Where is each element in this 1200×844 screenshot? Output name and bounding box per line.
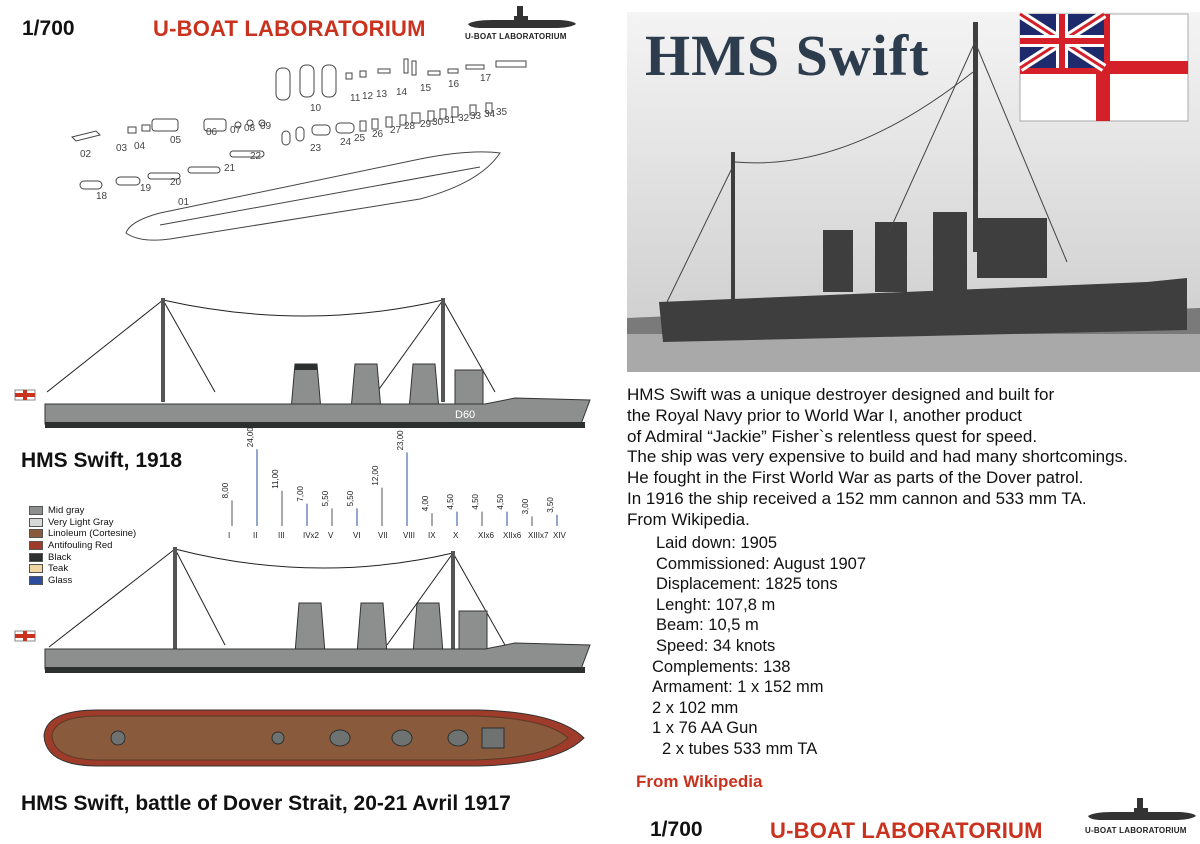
svg-text:01: 01 xyxy=(178,197,190,208)
spec-item: Laid down: 1905 xyxy=(656,534,778,552)
gun-value-label: 3,50 xyxy=(546,497,555,513)
gun-category-label: VII xyxy=(378,531,388,540)
gun-category-label: II xyxy=(253,531,258,540)
gun-value-label: 4,50 xyxy=(496,494,505,510)
legend-swatch xyxy=(29,506,43,515)
svg-text:08: 08 xyxy=(244,123,256,134)
footer-scale: 1/700 xyxy=(650,818,703,841)
svg-text:19: 19 xyxy=(140,183,152,194)
brand-title: U-BOAT LABORATORIUM xyxy=(153,16,426,41)
gun-value-label: 8,00 xyxy=(221,482,230,499)
svg-text:17: 17 xyxy=(480,73,492,84)
footer-logo xyxy=(1082,796,1200,840)
profile-1917-title: HMS Swift, battle of Dover Strait, 20-21 Avril 1917 xyxy=(21,792,511,815)
spec-item: Commissioned: August 1907 xyxy=(656,554,867,573)
svg-text:09: 09 xyxy=(260,121,272,132)
svg-text:23: 23 xyxy=(310,143,322,154)
svg-text:26: 26 xyxy=(372,129,384,140)
gun-category-label: III xyxy=(278,531,285,540)
gun-value-label: 7,00 xyxy=(296,486,305,502)
gun-category-label: XIx6 xyxy=(478,531,495,540)
svg-text:15: 15 xyxy=(420,83,432,94)
svg-text:10: 10 xyxy=(310,103,322,114)
deck-plan xyxy=(38,704,588,772)
description-line: He fought in the First World War as parts of the Dover patrol. xyxy=(627,468,1084,488)
spec-item: Complements: 138 xyxy=(652,657,791,676)
gun-category-label: VI xyxy=(353,531,361,540)
white-ensign-icon xyxy=(1020,14,1188,121)
svg-text:16: 16 xyxy=(448,79,460,90)
svg-text:33: 33 xyxy=(470,111,482,122)
svg-text:27: 27 xyxy=(390,125,402,136)
svg-text:34: 34 xyxy=(484,109,496,120)
svg-text:06: 06 xyxy=(206,127,218,138)
gun-value-label: 5,50 xyxy=(321,490,330,507)
gun-value-label: 4,00 xyxy=(421,495,430,512)
gun-category-label: IX xyxy=(428,531,436,540)
gun-category-label: XIV xyxy=(553,531,566,540)
spec-item: Lenght: 107,8 m xyxy=(656,595,776,614)
svg-text:24: 24 xyxy=(340,137,352,148)
description-line: the Royal Navy prior to World War I, another product xyxy=(627,405,1022,425)
spec-item: 2 x 102 mm xyxy=(652,698,739,717)
description-line: HMS Swift was a unique destroyer designed and built for xyxy=(627,385,1055,404)
gun-category-label: X xyxy=(453,531,459,540)
svg-text:13: 13 xyxy=(376,89,388,100)
legend-item: Mid gray xyxy=(29,505,136,517)
footer-brand: U-BOAT LABORATORIUM xyxy=(770,818,1043,843)
submarine-icon xyxy=(462,4,580,32)
gun-value-label: 4,50 xyxy=(446,494,455,510)
description-line: In 1916 the ship received a 152 mm cannon and 533 mm TA. xyxy=(627,488,1087,508)
legend-item: Glass xyxy=(29,575,136,587)
svg-text:25: 25 xyxy=(354,133,366,144)
footer-logo-text: U-BOAT LABORATORIUM xyxy=(1085,826,1187,835)
gun-category-label: IVx2 xyxy=(303,531,320,540)
svg-text:02: 02 xyxy=(80,149,92,160)
profile-1917 xyxy=(15,535,585,683)
gun-value-label: 12,00 xyxy=(371,465,380,486)
svg-text:31: 31 xyxy=(444,115,456,126)
svg-text:21: 21 xyxy=(224,163,236,174)
spec-item: Speed: 34 knots xyxy=(656,636,776,655)
svg-text:04: 04 xyxy=(134,141,146,152)
spec-item: Armament: 1 x 152 mm xyxy=(652,678,824,697)
spec-item: 1 x 76 AA Gun xyxy=(652,719,758,738)
svg-text:32: 32 xyxy=(458,113,470,124)
svg-text:35: 35 xyxy=(496,107,508,118)
description-line: The ship was very expensive to build and had many shortcomings. xyxy=(627,447,1128,467)
svg-text:20: 20 xyxy=(170,177,182,188)
scale-label: 1/700 xyxy=(22,17,75,40)
gun-value-label: 5,50 xyxy=(346,490,355,507)
legend-item: Teak xyxy=(29,563,136,575)
description xyxy=(627,385,1197,531)
brand-logo-text: U-BOAT LABORATORIUM xyxy=(465,32,567,41)
svg-text:07: 07 xyxy=(230,125,242,136)
submarine-icon xyxy=(1082,796,1200,824)
svg-text:05: 05 xyxy=(170,135,182,146)
gun-value-label: 3,00 xyxy=(521,498,530,515)
photo-title: HMS Swift xyxy=(645,23,930,88)
profile-1918 xyxy=(15,292,585,442)
gun-category-label: XIIIx7 xyxy=(528,531,549,540)
gun-category-label: V xyxy=(328,531,334,540)
gun-value-label: 11,00 xyxy=(271,469,280,489)
spec-item: Beam: 10,5 m xyxy=(656,616,759,635)
specs-list xyxy=(648,533,866,760)
svg-text:28: 28 xyxy=(404,121,416,132)
gun-value-label: 4,50 xyxy=(471,494,480,510)
gun-category-label: XIIx6 xyxy=(503,531,522,540)
svg-text:14: 14 xyxy=(396,87,408,98)
hull-number: D60 xyxy=(455,409,476,421)
legend-item: Linoleum (Cortesine) xyxy=(29,528,136,540)
gun-chart xyxy=(208,427,578,545)
spec-item: Displacement: 1825 tons xyxy=(656,575,838,594)
gun-category-label: I xyxy=(228,531,231,540)
legend-item: Black xyxy=(29,551,136,563)
description-line: of Admiral “Jackie” Fisher`s relentless quest for speed. xyxy=(627,426,1038,446)
svg-text:03: 03 xyxy=(116,143,128,154)
svg-text:22: 22 xyxy=(250,151,262,162)
brand-logo xyxy=(462,4,580,44)
spec-item: 2 x tubes 533 mm TA xyxy=(662,739,818,758)
svg-text:30: 30 xyxy=(432,117,444,128)
source-note: From Wikipedia xyxy=(636,772,763,791)
svg-text:11: 11 xyxy=(350,93,361,104)
legend-item: Antifouling Red xyxy=(29,540,136,552)
description-line: From Wikipedia. xyxy=(627,509,750,529)
svg-text:29: 29 xyxy=(420,119,432,130)
svg-text:18: 18 xyxy=(96,191,108,202)
svg-text:12: 12 xyxy=(362,91,374,102)
profile-1918-title: HMS Swift, 1918 xyxy=(21,449,183,472)
parts-diagram xyxy=(60,55,590,270)
gun-category-label: VIII xyxy=(403,531,416,540)
gun-value-label: 24,00 xyxy=(246,427,255,448)
legend-swatch xyxy=(29,518,43,527)
legend-item: Very Light Gray xyxy=(29,517,136,529)
gun-value-label: 23,00 xyxy=(396,430,405,451)
